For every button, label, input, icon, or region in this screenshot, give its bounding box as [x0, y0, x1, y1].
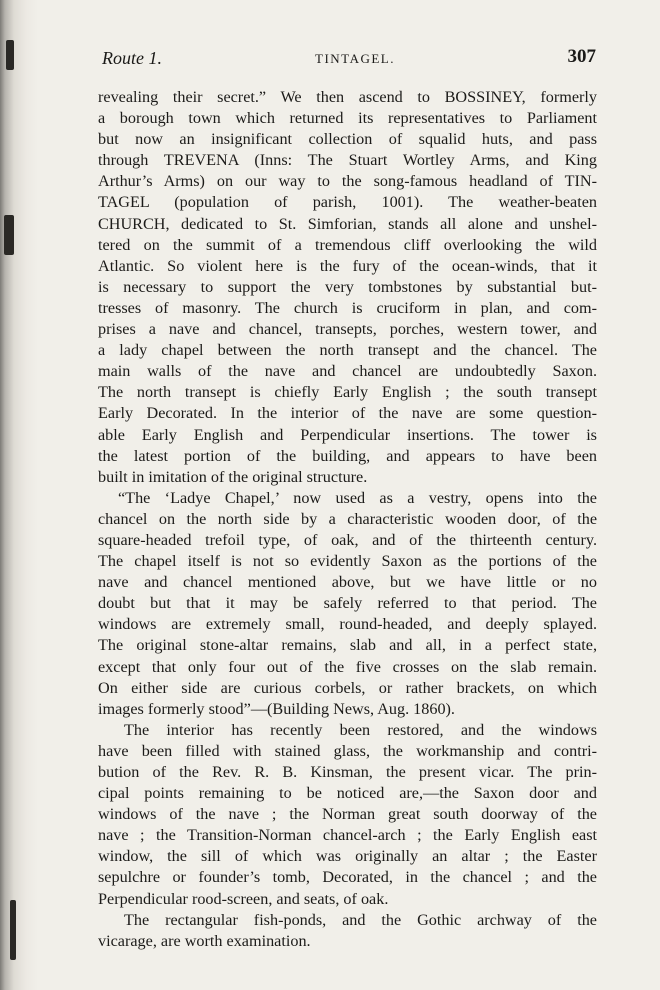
text-line: except that only four out of the five crosses on the slab remain.	[98, 657, 597, 676]
route-label: Route 1.	[102, 48, 162, 68]
text-line: tresses of masonry. The church is cruciform in plan, and com-	[98, 298, 597, 317]
chapter-title: TINTAGEL.	[315, 51, 395, 66]
binding-mark	[10, 900, 16, 960]
text-line: through TREVENA (Inns: The Stuart Wortley Arms, and King	[98, 151, 597, 170]
text-line: windows of the nave ; the Norman great south doorway of the	[98, 805, 597, 824]
text-line: images formerly stood”—(Building News, Aug. 1860).	[98, 699, 455, 718]
text-line: CHURCH, dedicated to St. Simforian, stands all alone and unshel-	[98, 214, 597, 233]
text-line: have been filled with stained glass, the workmanship and contri-	[98, 741, 597, 760]
text-line: The chapel itself is not so evidently Saxon as the portions of the	[98, 552, 597, 571]
text-line: The original stone-altar remains, slab and all, in a perfect state,	[98, 636, 597, 655]
text-line: a lady chapel between the north transept and the chancel. The	[98, 341, 597, 360]
text-line: sepulchre or founder’s tomb, Decorated, in the chancel ; and the	[98, 868, 597, 887]
text-line: Arthur’s Arms) on our way to the song-famous headland of TIN-	[98, 172, 597, 191]
text-line: main walls of the nave and chancel are undoubtedly Saxon.	[98, 362, 597, 381]
text-line: revealing their secret.” We then ascend to BOSSINEY, formerly	[98, 88, 597, 106]
text-line: Atlantic. So violent here is the fury of the ocean-winds, that it	[98, 256, 597, 275]
text-line: chancel on the north side by a characteristic wooden door, of the	[98, 509, 597, 528]
text-line: prises a nave and chancel, transepts, porches, western tower, and	[98, 320, 597, 339]
text-line: is necessary to support the very tombstones by substantial but-	[98, 277, 597, 296]
binding-mark	[6, 40, 14, 70]
text-line: the latest portion of the building, and appears to have been	[98, 446, 597, 465]
text-line: Early Decorated. In the interior of the nave are some question-	[98, 404, 597, 423]
text-line: doubt but that it may be safely referred to that period. The	[98, 594, 597, 613]
text-line: On either side are curious corbels, or rather brackets, on which	[98, 678, 597, 697]
binding-gutter	[0, 0, 38, 990]
text-line: square-headed trefoil type, of oak, and of the thirteenth century.	[98, 530, 597, 549]
text-line: The north transept is chiefly Early English ; the south transept	[98, 383, 597, 402]
text-line: but now an insignificant collection of squalid huts, and pass	[98, 130, 597, 149]
text-line: windows are extremely small, round-headed, and deeply splayed.	[98, 615, 597, 634]
text-line: window, the sill of which was originally an altar ; the Easter	[98, 847, 597, 866]
binding-mark	[4, 215, 14, 255]
text-line: “The ‘Ladye Chapel,’ now used as a vestry, opens into the	[118, 488, 597, 507]
text-line: tered on the summit of a tremendous cliff overlooking the wild	[98, 235, 597, 254]
text-line: The rectangular fish-ponds, and the Gothic archway of the	[124, 910, 597, 929]
body-text	[98, 87, 597, 952]
page-number: 307	[567, 46, 596, 67]
text-line: TAGEL (population of parish, 1001). The weather-beaten	[98, 193, 597, 212]
text-line: vicarage, are worth examination.	[98, 931, 311, 950]
text-line: nave and chancel mentioned above, but we have little or no	[98, 573, 597, 592]
text-line: cipal points remaining to be noticed are,—the Saxon door and	[98, 784, 597, 803]
text-line: built in imitation of the original structure.	[98, 467, 368, 486]
running-header	[102, 44, 596, 72]
text-line: able Early English and Perpendicular insertions. The tower is	[98, 425, 597, 444]
text-line: bution of the Rev. R. B. Kinsman, the present vicar. The prin-	[98, 763, 597, 781]
text-line: Perpendicular rood-screen, and seats, of oak.	[98, 889, 389, 908]
text-line: The interior has recently been restored, and the windows	[124, 720, 597, 739]
text-line: nave ; the Transition-Norman chancel-arch ; the Early English east	[98, 826, 597, 845]
text-line: a borough town which returned its representatives to Parliament	[98, 109, 597, 128]
